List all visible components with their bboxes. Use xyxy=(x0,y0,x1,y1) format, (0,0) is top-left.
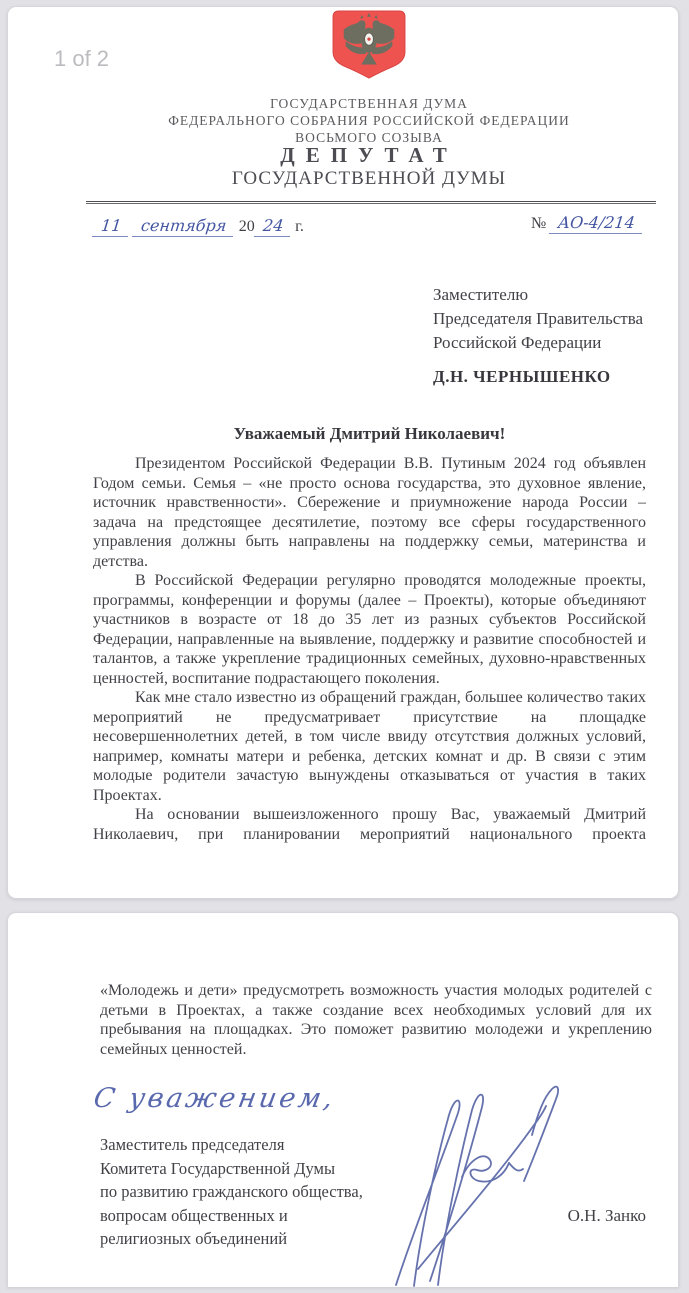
body-paragraph: Президентом Российской Федерации В.В. Путиным 2024 год объявлен Годом семьи. Семья – «не просто основа государства, это духовное явление, источник нравственности». Сбережение и приумножение народа России – задача на предстоящее десятилетие, поэтому все сферы государственного управления должны быть направлены на поддержку семьи, материнства и детства. xyxy=(93,455,646,570)
russia-coat-of-arms-icon xyxy=(332,10,406,80)
addressee-line: Председателя Правительства xyxy=(433,309,644,328)
number-value-handwritten: АО-4/214 xyxy=(549,213,644,234)
signature-autograph xyxy=(366,1073,576,1288)
letter-page-2 xyxy=(7,912,679,1287)
date-year-handwritten: 24 xyxy=(254,216,293,237)
addressee-line: Российской Федерации xyxy=(433,333,602,352)
signer-position-line: Заместитель председателя xyxy=(100,1135,285,1154)
body-paragraph: В Российской Федерации регулярно проводятся молодежные проекты, программы, конференции и форумы (далее – Проекты), которые объединяют участников в возрасте от 18 до 35 лет из разных субъектов Российской Федерации, направленные на выявление, поддержку и развитие способностей и талантов, а также укрепление традиционных семейных, духовно-нравственных ценностей, воспитание подрастающего поколения. xyxy=(93,572,646,687)
salutation: Уважаемый Дмитрий Николаевич! xyxy=(233,424,506,443)
date-year-printed: 20 xyxy=(238,218,255,235)
letterhead-org xyxy=(68,95,670,146)
number-field xyxy=(531,213,643,234)
date-month-handwritten: сентября xyxy=(132,216,236,237)
letterhead-subtitle: ГОСУДАРСТВЕННОЙ ДУМЫ xyxy=(231,168,507,189)
body-paragraph: Как мне стало известно из обращений граждан, большее количество таких мероприятий не предусматривает присутствие на площадке несовершеннолетних детей, в том числе ввиду отсутствия должных условий, например, комнаты матери и ребенка, детских комнат и др. В связи с этим молодые родители зачастую вынуждены отказываться от участия в таких Проектах. xyxy=(93,689,646,804)
number-label: № xyxy=(530,215,547,232)
date-year-suffix: г. xyxy=(295,218,304,235)
signer-position-line: по развитию гражданского общества, xyxy=(100,1182,363,1202)
date-field xyxy=(93,216,304,237)
body-paragraph-continued: «Молодежь и дети» предусмотреть возможность участия молодых родителей с детьми в Проектах, а также создание всех необходимых условий для их пребывания на площадках. Это поможет развитию молодежи и укреплению семейных ценностей. xyxy=(100,982,652,1058)
addressee-name: Д.Н. ЧЕРНЫШЕНКО xyxy=(433,367,611,386)
signer-position-block xyxy=(100,1133,363,1251)
body-paragraph: На основании вышеизложенного прошу Вас, уважаемый Дмитрий Николаевич, при планировании мероприятий национального проекта xyxy=(93,806,646,843)
letterhead-title: ДЕПУТАТ xyxy=(280,143,458,167)
dateline xyxy=(93,213,643,241)
addressee-line: Заместителю xyxy=(433,285,529,304)
signer-position-line: религиозных объединений xyxy=(100,1229,288,1249)
signer-position-line: вопросам общественных и xyxy=(100,1205,288,1225)
letter-page-1 xyxy=(7,6,679,899)
org-line-2: ФЕДЕРАЛЬНОГО СОБРАНИЯ РОССИЙСКОЙ ФЕДЕРАЦИИ xyxy=(168,113,570,128)
letter-body xyxy=(93,454,646,844)
closing-handwritten: С уважением, xyxy=(91,1083,339,1114)
double-rule-divider xyxy=(86,201,656,204)
signer-name: О.Н. Занко xyxy=(567,1206,646,1225)
org-line-1: ГОСУДАРСТВЕННАЯ ДУМА xyxy=(270,96,468,111)
page-indicator: 1 of 2 xyxy=(54,46,110,71)
date-day-handwritten: 11 xyxy=(92,216,131,237)
addressee-block xyxy=(433,283,643,389)
org-line-3: ВОСЬМОГО СОЗЫВА xyxy=(295,130,443,145)
signer-position-line: Комитета Государственной Думы xyxy=(100,1158,336,1178)
